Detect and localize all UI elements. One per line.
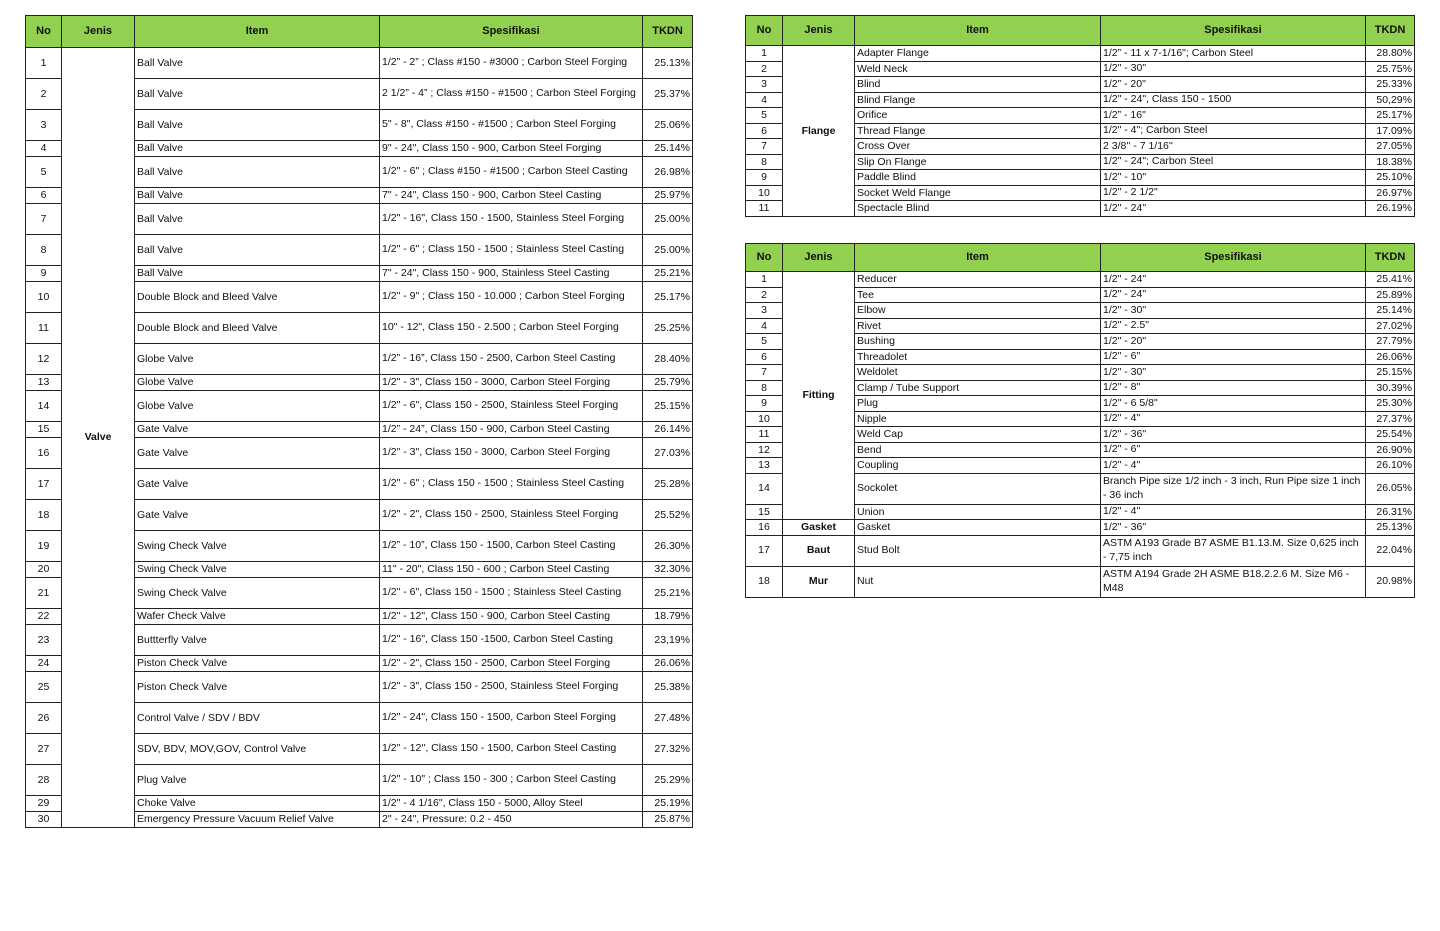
row-no: 23 bbox=[26, 625, 62, 656]
row-tkdn: 28.40% bbox=[643, 344, 693, 375]
row-no: 8 bbox=[746, 154, 783, 170]
row-tkdn: 17.09% bbox=[1366, 123, 1415, 139]
row-no: 16 bbox=[26, 438, 62, 469]
header-tkdn: TKDN bbox=[1366, 16, 1415, 46]
row-item: Slip On Flange bbox=[855, 154, 1101, 170]
header-jenis: Jenis bbox=[783, 244, 855, 272]
row-spesifikasi: 1/2" - 36" bbox=[1101, 520, 1366, 536]
row-item: Reducer bbox=[855, 272, 1101, 288]
row-tkdn: 20.98% bbox=[1366, 566, 1415, 597]
header-tkdn: TKDN bbox=[643, 16, 693, 48]
row-no: 14 bbox=[26, 391, 62, 422]
row-no: 19 bbox=[26, 531, 62, 562]
table-row bbox=[746, 272, 1415, 288]
row-no: 25 bbox=[26, 672, 62, 703]
row-item: Ball Valve bbox=[135, 266, 380, 282]
row-no: 3 bbox=[746, 303, 783, 319]
row-no: 1 bbox=[26, 48, 62, 79]
row-item: Gate Valve bbox=[135, 500, 380, 531]
row-spesifikasi: 1/2" - 24", Class 150 - 1500, Carbon Steel Forging bbox=[380, 703, 643, 734]
row-spesifikasi: 1/2" - 6" ; Class 150 - 1500 ; Stainless Steel Casting bbox=[380, 469, 643, 500]
row-no: 2 bbox=[26, 79, 62, 110]
row-item: Ball Valve bbox=[135, 141, 380, 157]
row-spesifikasi: Branch Pipe size 1/2 inch - 3 inch, Run Pipe size 1 inch - 36 inch bbox=[1101, 473, 1366, 504]
row-no: 5 bbox=[746, 334, 783, 350]
row-item: Ball Valve bbox=[135, 188, 380, 204]
row-item: Blind Flange bbox=[855, 92, 1101, 108]
row-tkdn: 30.39% bbox=[1366, 380, 1415, 396]
valve-table bbox=[25, 15, 693, 828]
row-spesifikasi: 1/2” - 11 x 7-1/16"; Carbon Steel bbox=[1101, 46, 1366, 62]
row-tkdn: 27.79% bbox=[1366, 334, 1415, 350]
row-no: 12 bbox=[26, 344, 62, 375]
row-spesifikasi: 1/2" - 2.5" bbox=[1101, 318, 1366, 334]
row-tkdn: 25.17% bbox=[643, 282, 693, 313]
header-no: No bbox=[26, 16, 62, 48]
row-tkdn: 25.14% bbox=[643, 141, 693, 157]
row-spesifikasi: 7" - 24", Class 150 - 900, Carbon Steel Casting bbox=[380, 188, 643, 204]
valve-table-header bbox=[26, 16, 693, 48]
header-jenis: Jenis bbox=[62, 16, 135, 48]
row-item: Double Block and Bleed Valve bbox=[135, 313, 380, 344]
row-item: Gate Valve bbox=[135, 469, 380, 500]
row-spesifikasi: 1/2" - 12", Class 150 - 900, Carbon Steel Casting bbox=[380, 609, 643, 625]
row-item: Weld Cap bbox=[855, 427, 1101, 443]
row-tkdn: 25.87% bbox=[643, 812, 693, 828]
valve-table-body bbox=[26, 48, 693, 828]
flange-table bbox=[745, 15, 1415, 217]
header-item: Item bbox=[855, 244, 1101, 272]
row-item: Nipple bbox=[855, 411, 1101, 427]
row-no: 6 bbox=[746, 349, 783, 365]
row-tkdn: 25.13% bbox=[643, 48, 693, 79]
row-no: 11 bbox=[746, 201, 783, 217]
row-tkdn: 25.38% bbox=[643, 672, 693, 703]
row-tkdn: 26.31% bbox=[1366, 504, 1415, 520]
jenis-label: Gasket bbox=[783, 520, 855, 536]
row-spesifikasi: 1/2" - 8" bbox=[1101, 380, 1366, 396]
row-item: Buttterfly Valve bbox=[135, 625, 380, 656]
row-no: 16 bbox=[746, 520, 783, 536]
row-no: 6 bbox=[26, 188, 62, 204]
row-item: Ball Valve bbox=[135, 110, 380, 141]
row-item: Swing Check Valve bbox=[135, 531, 380, 562]
row-no: 24 bbox=[26, 656, 62, 672]
row-item: Ball Valve bbox=[135, 204, 380, 235]
row-no: 11 bbox=[26, 313, 62, 344]
row-item: Wafer Check Valve bbox=[135, 609, 380, 625]
row-no: 7 bbox=[26, 204, 62, 235]
row-item: Bend bbox=[855, 442, 1101, 458]
row-item: Emergency Pressure Vacuum Relief Valve bbox=[135, 812, 380, 828]
row-spesifikasi: 1/2" - 24"; Carbon Steel bbox=[1101, 154, 1366, 170]
table-row bbox=[746, 520, 1415, 536]
row-tkdn: 25.25% bbox=[643, 313, 693, 344]
row-tkdn: 25.10% bbox=[1366, 170, 1415, 186]
row-tkdn: 26.05% bbox=[1366, 473, 1415, 504]
row-tkdn: 25.21% bbox=[643, 266, 693, 282]
jenis-label: Baut bbox=[783, 535, 855, 566]
jenis-flange: Flange bbox=[783, 46, 855, 217]
row-item: Piston Check Valve bbox=[135, 656, 380, 672]
row-no: 10 bbox=[26, 282, 62, 313]
header-spesifikasi: Spesifikasi bbox=[1101, 244, 1366, 272]
row-item: Socket Weld Flange bbox=[855, 185, 1101, 201]
row-spesifikasi: 1/2" - 4"; Carbon Steel bbox=[1101, 123, 1366, 139]
row-item: Globe Valve bbox=[135, 375, 380, 391]
row-item: Spectacle Blind bbox=[855, 201, 1101, 217]
row-item: Swing Check Valve bbox=[135, 562, 380, 578]
row-no: 26 bbox=[26, 703, 62, 734]
row-spesifikasi: 5" - 8", Class #150 - #1500 ; Carbon Steel Forging bbox=[380, 110, 643, 141]
row-spesifikasi: 1/2" - 16", Class 150 - 1500, Stainless Steel Forging bbox=[380, 204, 643, 235]
row-spesifikasi: 1/2" - 2", Class 150 - 2500, Stainless Steel Forging bbox=[380, 500, 643, 531]
table-row bbox=[26, 48, 693, 79]
row-no: 21 bbox=[26, 578, 62, 609]
row-spesifikasi: 9" - 24", Class 150 - 900, Carbon Steel Forging bbox=[380, 141, 643, 157]
fitting-table bbox=[745, 243, 1415, 598]
row-tkdn: 25.00% bbox=[643, 204, 693, 235]
row-tkdn: 25.33% bbox=[1366, 77, 1415, 93]
row-spesifikasi: 1/2” - 16" bbox=[1101, 108, 1366, 124]
row-spesifikasi: 1/2" - 10" ; Class 150 - 300 ; Carbon Steel Casting bbox=[380, 765, 643, 796]
row-spesifikasi: 1/2" - 3", Class 150 - 2500, Stainless Steel Forging bbox=[380, 672, 643, 703]
row-no: 9 bbox=[746, 170, 783, 186]
row-item: Piston Check Valve bbox=[135, 672, 380, 703]
row-no: 15 bbox=[26, 422, 62, 438]
row-item: Stud Bolt bbox=[855, 535, 1101, 566]
row-item: Cross Over bbox=[855, 139, 1101, 155]
row-tkdn: 27.32% bbox=[643, 734, 693, 765]
table-row bbox=[746, 46, 1415, 62]
row-spesifikasi: 1/2” - 2” ; Class #150 - #3000 ; Carbon Steel Forging bbox=[380, 48, 643, 79]
row-no: 10 bbox=[746, 411, 783, 427]
row-item: Elbow bbox=[855, 303, 1101, 319]
row-item: Coupling bbox=[855, 458, 1101, 474]
row-tkdn: 27.48% bbox=[643, 703, 693, 734]
row-tkdn: 25.79% bbox=[643, 375, 693, 391]
row-spesifikasi: 1/2" - 4" bbox=[1101, 504, 1366, 520]
row-item: Ball Valve bbox=[135, 157, 380, 188]
row-spesifikasi: 1/2" - 6" bbox=[1101, 349, 1366, 365]
row-item: Weldolet bbox=[855, 365, 1101, 381]
row-spesifikasi: 1/2" - 3", Class 150 - 3000, Carbon Steel Forging bbox=[380, 375, 643, 391]
row-no: 14 bbox=[746, 473, 783, 504]
row-no: 13 bbox=[26, 375, 62, 391]
row-tkdn: 25.28% bbox=[643, 469, 693, 500]
row-no: 3 bbox=[26, 110, 62, 141]
row-spesifikasi: ASTM A194 Grade 2H ASME B18.2.2.6 M. Size M6 - M48 bbox=[1101, 566, 1366, 597]
row-spesifikasi: 1/2” - 24”, Class 150 - 900, Carbon Steel Casting bbox=[380, 422, 643, 438]
row-tkdn: 28.80% bbox=[1366, 46, 1415, 62]
header-item: Item bbox=[855, 16, 1101, 46]
row-item: Paddle Blind bbox=[855, 170, 1101, 186]
row-tkdn: 25.52% bbox=[643, 500, 693, 531]
row-item: Gate Valve bbox=[135, 438, 380, 469]
row-tkdn: 18.79% bbox=[643, 609, 693, 625]
row-tkdn: 25.15% bbox=[643, 391, 693, 422]
row-tkdn: 26.10% bbox=[1366, 458, 1415, 474]
row-no: 6 bbox=[746, 123, 783, 139]
jenis-valve: Valve bbox=[62, 48, 135, 828]
row-tkdn: 26.19% bbox=[1366, 201, 1415, 217]
row-no: 11 bbox=[746, 427, 783, 443]
row-tkdn: 25.97% bbox=[643, 188, 693, 204]
row-tkdn: 26.06% bbox=[643, 656, 693, 672]
header-tkdn: TKDN bbox=[1366, 244, 1415, 272]
header-spesifikasi: Spesifikasi bbox=[1101, 16, 1366, 46]
row-spesifikasi: 1/2" - 6" ; Class 150 - 1500 ; Stainless Steel Casting bbox=[380, 235, 643, 266]
row-tkdn: 26.14% bbox=[643, 422, 693, 438]
row-tkdn: 25.21% bbox=[643, 578, 693, 609]
table-row bbox=[746, 566, 1415, 597]
row-no: 17 bbox=[746, 535, 783, 566]
row-spesifikasi: 1/2" - 24", Class 150 - 1500 bbox=[1101, 92, 1366, 108]
row-item: Ball Valve bbox=[135, 79, 380, 110]
row-no: 13 bbox=[746, 458, 783, 474]
row-tkdn: 25.54% bbox=[1366, 427, 1415, 443]
row-tkdn: 25.30% bbox=[1366, 396, 1415, 412]
row-no: 3 bbox=[746, 77, 783, 93]
header-item: Item bbox=[135, 16, 380, 48]
row-item: Sockolet bbox=[855, 473, 1101, 504]
row-no: 30 bbox=[26, 812, 62, 828]
row-tkdn: 32.30% bbox=[643, 562, 693, 578]
row-no: 4 bbox=[26, 141, 62, 157]
row-spesifikasi: 1/2" - 30" bbox=[1101, 365, 1366, 381]
row-tkdn: 27.05% bbox=[1366, 139, 1415, 155]
row-spesifikasi: 1/2" - 10" bbox=[1101, 170, 1366, 186]
row-tkdn: 22.04% bbox=[1366, 535, 1415, 566]
row-spesifikasi: ASTM A193 Grade B7 ASME B1.13.M. Size 0,625 inch - 7,75 inch bbox=[1101, 535, 1366, 566]
row-item: Ball Valve bbox=[135, 48, 380, 79]
row-spesifikasi: 1/2” - 16”, Class 150 - 2500, Carbon Steel Casting bbox=[380, 344, 643, 375]
row-spesifikasi: 1/2" - 3", Class 150 - 3000, Carbon Steel Forging bbox=[380, 438, 643, 469]
row-tkdn: 25.89% bbox=[1366, 287, 1415, 303]
row-spesifikasi: 1/2" - 30" bbox=[1101, 61, 1366, 77]
table-row bbox=[746, 535, 1415, 566]
row-no: 9 bbox=[26, 266, 62, 282]
row-tkdn: 27.02% bbox=[1366, 318, 1415, 334]
row-tkdn: 25.29% bbox=[643, 765, 693, 796]
row-item: Rivet bbox=[855, 318, 1101, 334]
row-spesifikasi: 1/2" - 6", Class 150 - 2500, Stainless Steel Forging bbox=[380, 391, 643, 422]
header-jenis: Jenis bbox=[783, 16, 855, 46]
row-item: Tee bbox=[855, 287, 1101, 303]
row-tkdn: 26.30% bbox=[643, 531, 693, 562]
row-tkdn: 27.37% bbox=[1366, 411, 1415, 427]
row-no: 9 bbox=[746, 396, 783, 412]
row-item: Choke Valve bbox=[135, 796, 380, 812]
row-item: Thread Flange bbox=[855, 123, 1101, 139]
fitting-table-header bbox=[746, 244, 1415, 272]
row-item: Adapter Flange bbox=[855, 46, 1101, 62]
jenis-label: Mur bbox=[783, 566, 855, 597]
row-item: Globe Valve bbox=[135, 391, 380, 422]
row-spesifikasi: 1/2" - 12'', Class 150 - 1500, Carbon Steel Casting bbox=[380, 734, 643, 765]
row-tkdn: 25.75% bbox=[1366, 61, 1415, 77]
row-spesifikasi: 1/2" - 16", Class 150 -1500, Carbon Steel Casting bbox=[380, 625, 643, 656]
flange-table-body bbox=[746, 46, 1415, 217]
row-spesifikasi: 7" - 24", Class 150 - 900, Stainless Steel Casting bbox=[380, 266, 643, 282]
row-spesifikasi: 1/2” - 20" bbox=[1101, 77, 1366, 93]
row-spesifikasi: 2 3/8'' - 7 1/16'' bbox=[1101, 139, 1366, 155]
row-tkdn: 25.13% bbox=[1366, 520, 1415, 536]
row-tkdn: 26.06% bbox=[1366, 349, 1415, 365]
row-no: 1 bbox=[746, 272, 783, 288]
row-tkdn: 25.37% bbox=[643, 79, 693, 110]
row-tkdn: 25.00% bbox=[643, 235, 693, 266]
row-tkdn: 23,19% bbox=[643, 625, 693, 656]
row-spesifikasi: 1/2" - 4" bbox=[1101, 458, 1366, 474]
row-spesifikasi: 10" - 12", Class 150 - 2.500 ; Carbon Steel Forging bbox=[380, 313, 643, 344]
row-tkdn: 25.41% bbox=[1366, 272, 1415, 288]
row-no: 27 bbox=[26, 734, 62, 765]
row-spesifikasi: 2 1/2” - 4” ; Class #150 - #1500 ; Carbon Steel Forging bbox=[380, 79, 643, 110]
row-no: 4 bbox=[746, 318, 783, 334]
row-tkdn: 25.14% bbox=[1366, 303, 1415, 319]
row-item: Ball Valve bbox=[135, 235, 380, 266]
jenis-fitting: Fitting bbox=[783, 272, 855, 520]
row-tkdn: 25.19% bbox=[643, 796, 693, 812]
row-spesifikasi: 1/2" - 6", Class 150 - 1500 ; Stainless Steel Casting bbox=[380, 578, 643, 609]
row-no: 28 bbox=[26, 765, 62, 796]
row-item: Control Valve / SDV / BDV bbox=[135, 703, 380, 734]
row-spesifikasi: 1/2" - 2", Class 150 - 2500, Carbon Steel Forging bbox=[380, 656, 643, 672]
row-spesifikasi: 1/2" - 9" ; Class 150 - 10.000 ; Carbon Steel Forging bbox=[380, 282, 643, 313]
row-spesifikasi: 1/2" - 6" ; Class #150 - #1500 ; Carbon Steel Casting bbox=[380, 157, 643, 188]
row-no: 29 bbox=[26, 796, 62, 812]
row-no: 7 bbox=[746, 139, 783, 155]
row-spesifikasi: 1/2" - 4" bbox=[1101, 411, 1366, 427]
row-item: Gasket bbox=[855, 520, 1101, 536]
row-tkdn: 26.97% bbox=[1366, 185, 1415, 201]
row-spesifikasi: 1/2" - 36" bbox=[1101, 427, 1366, 443]
row-item: Orifice bbox=[855, 108, 1101, 124]
row-spesifikasi: 11" - 20", Class 150 - 600 ; Carbon Steel Casting bbox=[380, 562, 643, 578]
row-no: 2 bbox=[746, 287, 783, 303]
flange-table-header bbox=[746, 16, 1415, 46]
row-item: SDV, BDV, MOV,GOV, Control Valve bbox=[135, 734, 380, 765]
row-spesifikasi: 1/2" - 30" bbox=[1101, 303, 1366, 319]
row-tkdn: 27.03% bbox=[643, 438, 693, 469]
row-spesifikasi: 2" - 24", Pressure: 0.2 - 450 bbox=[380, 812, 643, 828]
row-no: 1 bbox=[746, 46, 783, 62]
row-item: Blind bbox=[855, 77, 1101, 93]
row-tkdn: 26.98% bbox=[643, 157, 693, 188]
row-spesifikasi: 1/2" - 24" bbox=[1101, 201, 1366, 217]
row-no: 10 bbox=[746, 185, 783, 201]
row-tkdn: 25.06% bbox=[643, 110, 693, 141]
row-spesifikasi: 1/2" - 24" bbox=[1101, 272, 1366, 288]
row-item: Clamp / Tube Support bbox=[855, 380, 1101, 396]
row-item: Union bbox=[855, 504, 1101, 520]
row-tkdn: 18.38% bbox=[1366, 154, 1415, 170]
row-no: 5 bbox=[746, 108, 783, 124]
row-item: Swing Check Valve bbox=[135, 578, 380, 609]
row-tkdn: 50,29% bbox=[1366, 92, 1415, 108]
row-no: 15 bbox=[746, 504, 783, 520]
row-no: 18 bbox=[746, 566, 783, 597]
row-item: Double Block and Bleed Valve bbox=[135, 282, 380, 313]
row-no: 8 bbox=[746, 380, 783, 396]
row-spesifikasi: 1/2" - 6 5/8" bbox=[1101, 396, 1366, 412]
row-no: 8 bbox=[26, 235, 62, 266]
row-spesifikasi: 1/2” - 10”, Class 150 - 1500, Carbon Steel Casting bbox=[380, 531, 643, 562]
row-no: 2 bbox=[746, 61, 783, 77]
row-no: 12 bbox=[746, 442, 783, 458]
header-no: No bbox=[746, 16, 783, 46]
row-no: 5 bbox=[26, 157, 62, 188]
row-item: Nut bbox=[855, 566, 1101, 597]
fitting-table-body bbox=[746, 272, 1415, 598]
row-spesifikasi: 1/2" - 20" bbox=[1101, 334, 1366, 350]
row-spesifikasi: 1/2" - 24" bbox=[1101, 287, 1366, 303]
row-tkdn: 25.17% bbox=[1366, 108, 1415, 124]
row-item: Plug bbox=[855, 396, 1101, 412]
header-no: No bbox=[746, 244, 783, 272]
row-no: 4 bbox=[746, 92, 783, 108]
row-item: Gate Valve bbox=[135, 422, 380, 438]
header-spesifikasi: Spesifikasi bbox=[380, 16, 643, 48]
row-no: 18 bbox=[26, 500, 62, 531]
row-no: 22 bbox=[26, 609, 62, 625]
row-item: Plug Valve bbox=[135, 765, 380, 796]
row-item: Bushing bbox=[855, 334, 1101, 350]
row-item: Weld Neck bbox=[855, 61, 1101, 77]
row-spesifikasi: 1/2" - 4 1/16", Class 150 - 5000, Alloy Steel bbox=[380, 796, 643, 812]
row-tkdn: 25.15% bbox=[1366, 365, 1415, 381]
row-tkdn: 26.90% bbox=[1366, 442, 1415, 458]
row-spesifikasi: 1/2" - 2 1/2" bbox=[1101, 185, 1366, 201]
row-no: 7 bbox=[746, 365, 783, 381]
row-no: 17 bbox=[26, 469, 62, 500]
row-spesifikasi: 1/2" - 6" bbox=[1101, 442, 1366, 458]
row-item: Threadolet bbox=[855, 349, 1101, 365]
row-item: Globe Valve bbox=[135, 344, 380, 375]
row-no: 20 bbox=[26, 562, 62, 578]
